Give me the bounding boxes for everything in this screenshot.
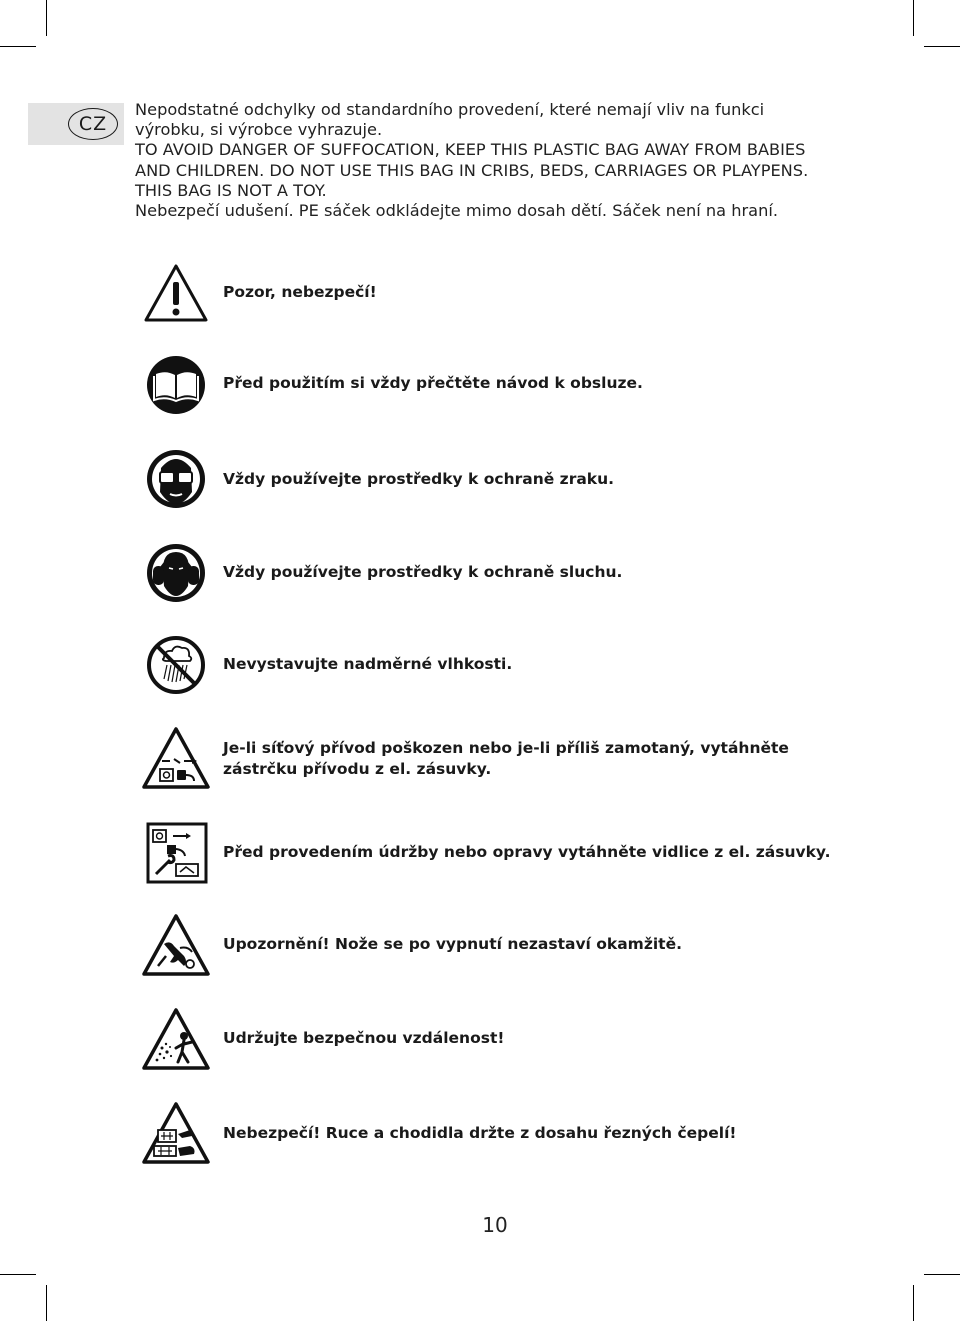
warning-row (0, 632, 960, 702)
warning-row (0, 352, 960, 422)
crop-mark (924, 1274, 960, 1275)
intro-line: TO AVOID DANGER OF SUFFOCATION, KEEP THIS PLASTIC BAG AWAY FROM BABIES AND CHILDREN. DO NOT USE THIS BAG IN CRIBS, BEDS, CARRIAGES OR PLAYPENS. THIS BAG IS NOT A TOY. (135, 140, 809, 200)
warning-text: Vždy používejte prostředky k ochraně sluchu. (223, 563, 623, 581)
crop-mark (0, 46, 36, 47)
read-manual-icon (140, 352, 212, 418)
ear-protection-icon (140, 540, 212, 606)
damaged-cable-unplug-icon (140, 725, 212, 791)
warning-row (0, 820, 960, 890)
warning-row (0, 725, 960, 795)
page-number: 10 (482, 1213, 508, 1237)
unplug-before-maintenance-icon (140, 820, 212, 886)
warning-text: Vždy používejte prostředky k ochraně zraku. (223, 470, 615, 488)
keep-distance-icon (140, 1006, 212, 1072)
warning-row (0, 446, 960, 516)
warning-text: Udržujte bezpečnou vzdálenost! (223, 1029, 505, 1047)
crop-mark (924, 46, 960, 47)
warning-text: Je-li síťový přívod poškozen nebo je-li příliš zamotaný, vytáhněte zástrčku přívodu z el. zásuvky. (223, 739, 789, 778)
crop-mark (0, 1274, 36, 1275)
crop-mark (913, 0, 914, 36)
warning-row (0, 912, 960, 982)
warning-text: Upozornění! Nože se po vypnutí nezastaví okamžitě. (223, 935, 682, 953)
no-rain-icon (140, 632, 212, 698)
warning-text: Nebezpečí! Ruce a chodidla držte z dosahu řezných čepelí! (223, 1124, 737, 1142)
warning-text: Nevystavujte nadměrné vlhkosti. (223, 655, 513, 673)
warning-row (0, 1006, 960, 1076)
warning-text: Před použitím si vždy přečtěte návod k obsluze. (223, 374, 643, 392)
language-code-badge: CZ (68, 108, 118, 140)
warning-row (0, 258, 960, 328)
warning-text: Před provedením údržby nebo opravy vytáhněte vidlice z el. zásuvky. (223, 843, 831, 861)
warning-triangle-icon (140, 260, 212, 326)
blades-continue-rotating-icon (140, 912, 212, 978)
crop-mark (913, 1285, 914, 1321)
eye-protection-icon (140, 446, 212, 512)
warning-text: Pozor, nebezpečí! (223, 283, 377, 301)
intro-notice (135, 100, 835, 221)
crop-mark (46, 0, 47, 36)
warning-row (0, 1100, 960, 1170)
warning-row (0, 540, 960, 610)
intro-line: Nebezpečí udušení. PE sáček odkládejte mimo dosah dětí. Sáček není na hraní. (135, 201, 778, 221)
hands-feet-blades-icon (140, 1100, 212, 1166)
intro-line: Nepodstatné odchylky od standardního provedení, které nemají vliv na funkci výrobku, si výrobce vyhrazuje. (135, 100, 765, 140)
crop-mark (46, 1285, 47, 1321)
